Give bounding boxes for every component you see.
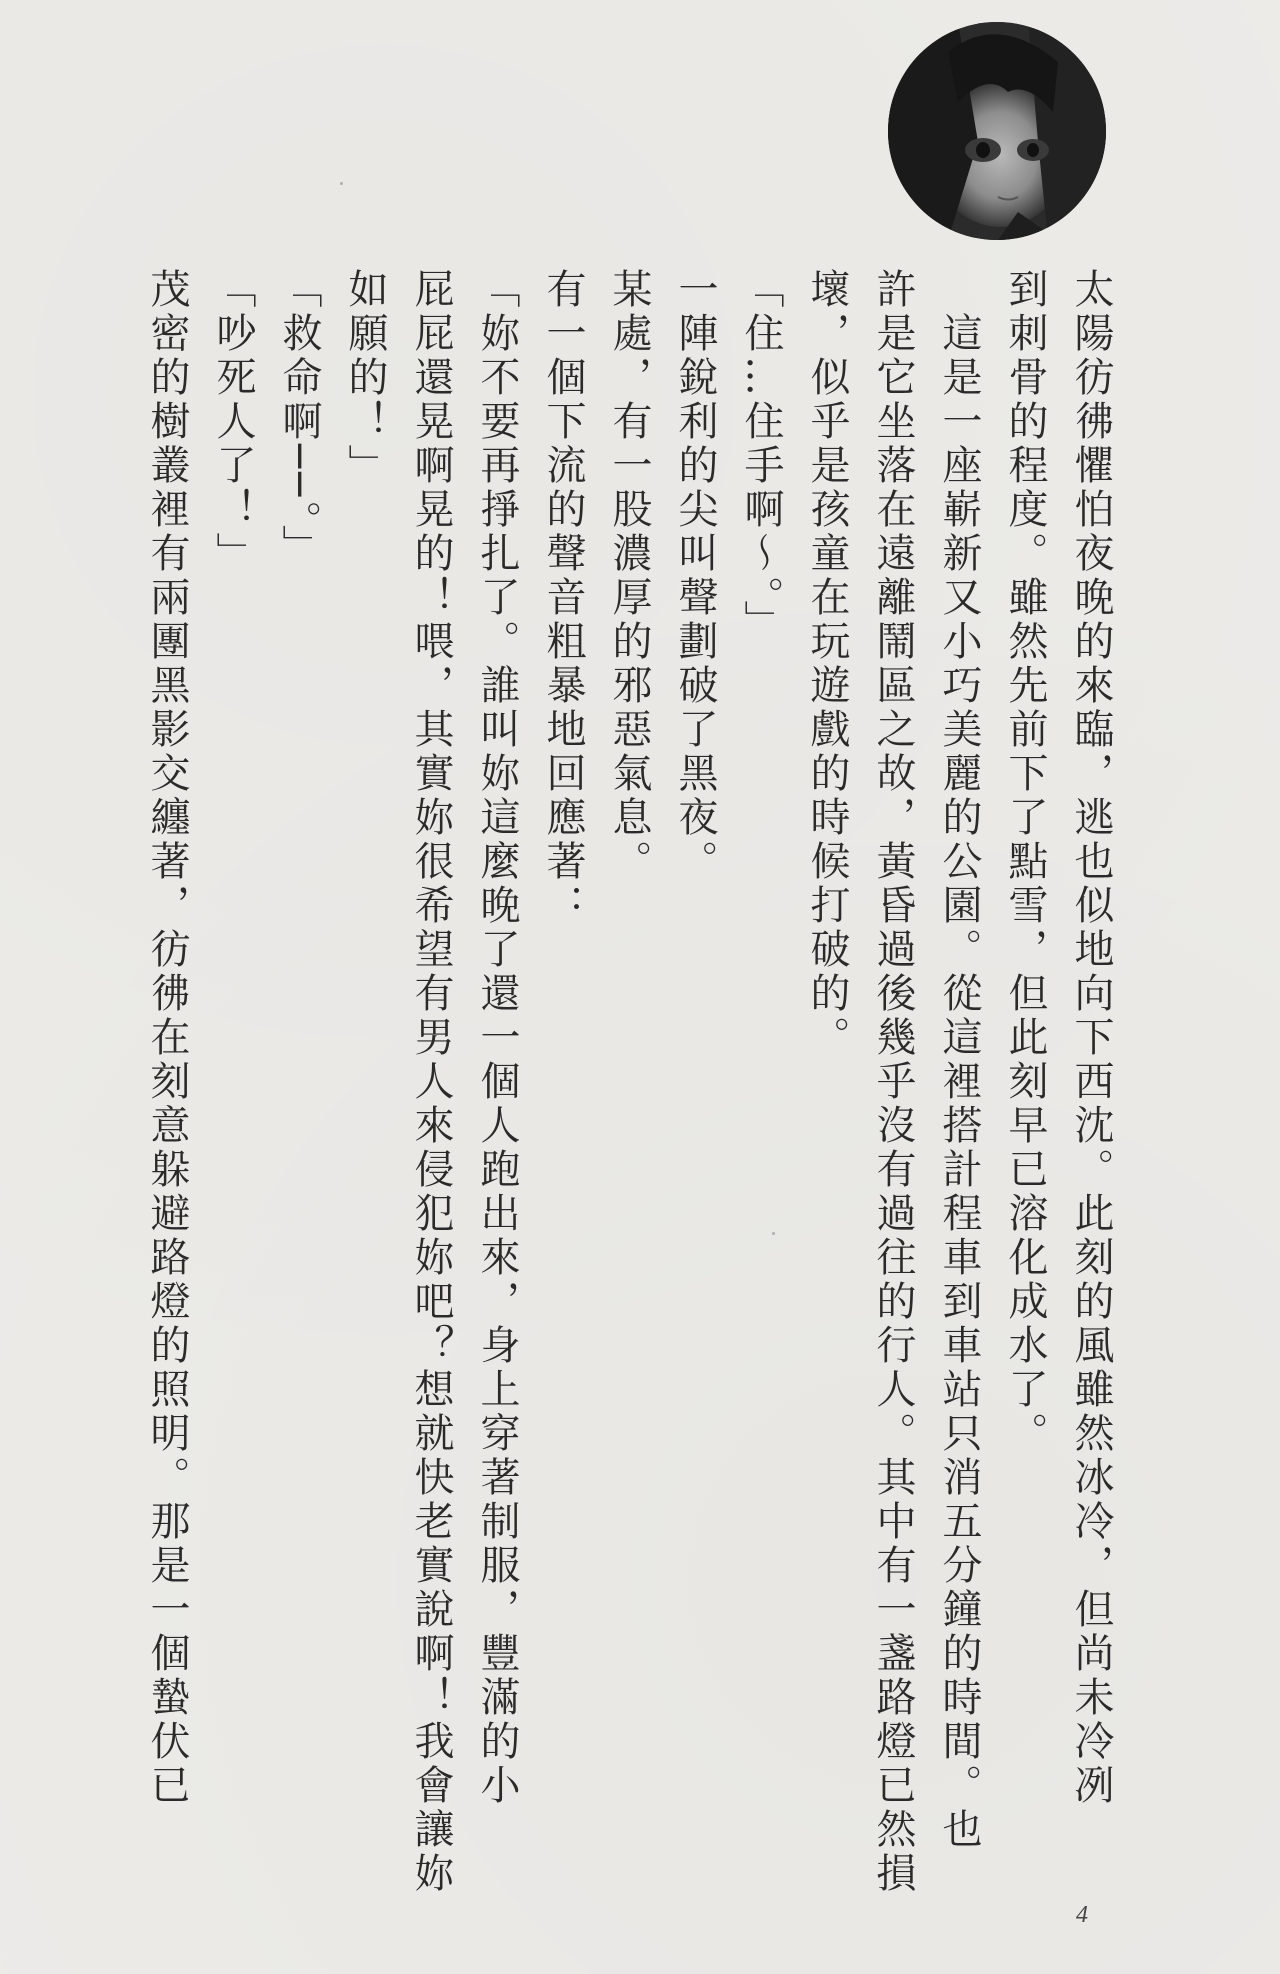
text-column-12: 如願的！」: [342, 268, 388, 488]
text-column-2: 到刺骨的程度。雖然先前下了點雪，但此刻早已溶化成水了。: [1002, 268, 1048, 1456]
text-column-8: 某處，有一股濃厚的邪惡氣息。: [606, 268, 652, 884]
text-column-4: 許是它坐落在遠離鬧區之故，黃昏過後幾乎沒有過往的行人。其中有一盞路燈已然損: [870, 268, 916, 1896]
text-column-10: 「妳不要再掙扎了。誰叫妳這麼晚了還一個人跑出來，身上穿著制服，豐滿的小: [474, 268, 520, 1808]
text-column-1: 太陽彷彿懼怕夜晚的來臨，逃也似地向下西沈。此刻的風雖然冰冷，但尚未冷冽: [1068, 268, 1114, 1808]
vertical-text-body: [138, 268, 1120, 1896]
text-column-7: 一陣銳利的尖叫聲劃破了黑夜。: [672, 268, 718, 884]
paper-speck: [772, 1232, 775, 1235]
character-portrait: [888, 22, 1106, 240]
text-column-15: 茂密的樹叢裡有兩團黑影交纏著，彷彿在刻意躲避路燈的照明。那是一個蟄伏已: [144, 268, 190, 1808]
text-column-14: 「吵死人了！」: [210, 268, 256, 576]
portrait-illustration-icon: [888, 22, 1106, 240]
text-column-9: 有一個下流的聲音粗暴地回應著：: [540, 268, 586, 928]
text-column-5: 壞，似乎是孩童在玩遊戲的時候打破的。: [804, 268, 850, 1060]
text-column-13: 「救命啊──。」: [276, 268, 322, 569]
paper-speck: [340, 182, 343, 185]
text-column-3: 這是一座嶄新又小巧美麗的公園。從這裡搭計程車到車站只消五分鐘的時間。也: [936, 268, 982, 1852]
text-column-11: 屁屁還晃啊晃的！喂，其實妳很希望有男人來侵犯妳吧？想就快老實說啊！我會讓妳: [408, 268, 454, 1896]
page-number: 4: [1076, 1902, 1088, 1928]
text-column-6: 「住…住手啊～。」: [738, 268, 784, 644]
